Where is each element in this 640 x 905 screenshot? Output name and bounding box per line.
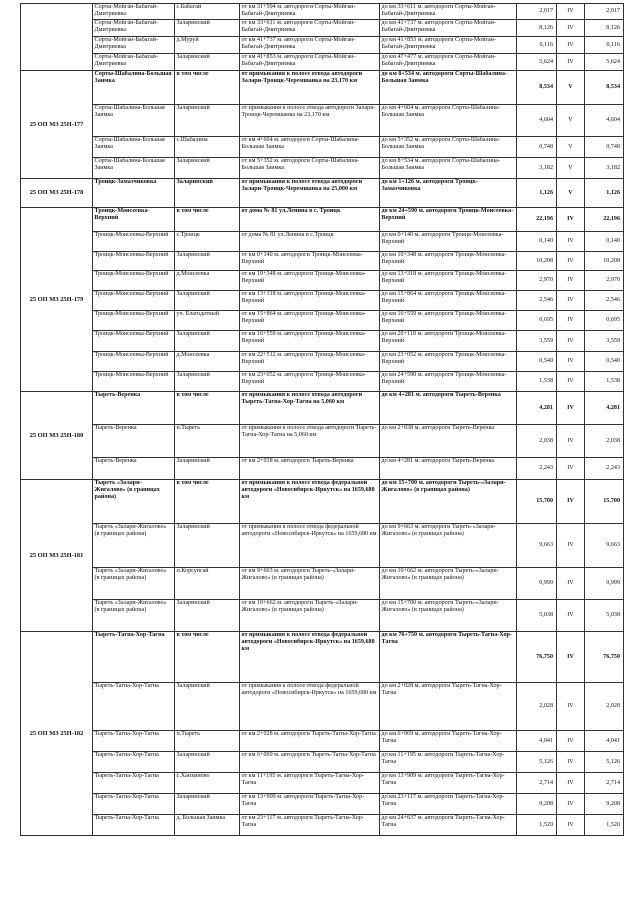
total-length-cell: 2,028 [585,683,624,731]
road-name-cell: Тыреть-Тагна-Хор-Тагна [93,731,175,752]
start-point-cell: от дома № 81 ул.Ленина в с.Троицк [240,232,380,252]
start-point-cell: от км 23+117 м. автодороги Тыреть-Тагна-Хор-Тагна [240,815,380,836]
category-cell: IV [557,458,585,480]
road-code-cell: 25 ОП МЗ 25Н-179 [21,208,93,392]
locality-cell: Заларинский [175,458,240,480]
category-cell: IV [557,425,585,458]
end-point-cell: до км 15+700 м. автодороги Тыреть-«Залари-Жигалово» (в границах района) [380,600,517,632]
table-row [21,568,624,600]
end-point-cell: до км 2+028 м. автодороги Тыреть-Тагна-Хор-Тагна [380,683,517,731]
total-length-cell: 4,281 [585,392,624,425]
length-cell: 2,017 [517,4,557,20]
category-cell: IV [557,20,585,37]
end-point-cell: до км 2+038 м. автодороги Тыреть-Веренка [380,425,517,458]
category-cell: IV [557,291,585,311]
road-name-cell: Сорты-Мойган-Бабагай-Дмитриевка [93,20,175,37]
end-point-cell: до км 4+604 м. автодороги Сорты-Шабалина-Большая Заимка [380,105,517,137]
length-cell: 2,028 [517,683,557,731]
table-row [21,815,624,836]
locality-cell: д.Муруй [175,37,240,54]
table-row [21,4,624,20]
locality-cell: с.Бабагай [175,4,240,20]
locality-cell: Заларинский [175,524,240,568]
start-point-cell: от примыкания к полосе отвода автодороги Залари-Троицк-Черемшанка на 23,170 км [240,105,380,137]
table-row [21,158,624,179]
road-name-cell: Тыреть-Тагна-Хор-Тагна [93,815,175,836]
road-name-cell: Тыреть-Веренка [93,458,175,480]
category-cell: V [557,158,585,179]
road-code-cell: 25 ОП МЗ 25Н-177 [21,71,93,179]
locality-cell: Заларинский [175,179,240,208]
table-row [21,524,624,568]
locality-cell: п.Тыреть [175,425,240,458]
end-point-cell: до км 0+140 м. автодороги Троицк-Моисеевка-Верхний [380,232,517,252]
road-name-cell: Тыреть-Веренка [93,392,175,425]
road-name-cell: Тыреть-Тагна-Хор-Тагна [93,632,175,683]
table-row [21,600,624,632]
length-cell: 15,700 [517,480,557,524]
end-point-cell: до км 10+348 м. автодороги Троицк-Моисеевка-Верхний [380,252,517,271]
end-point-cell: до км 76+750 м. автодороги Тыреть-Тагна-Хор-Тагна [380,632,517,683]
category-cell: IV [557,632,585,683]
length-cell: 4,604 [517,105,557,137]
road-name-cell: Тыреть-Веренка [93,425,175,458]
start-point-cell: от км 6+069 м. автодороги Тыреть-Тагна-Хор-Тагна [240,752,380,773]
total-length-cell: 0,999 [585,568,624,600]
total-length-cell: 2,017 [585,4,624,20]
table-row [21,392,624,425]
locality-cell: д.Моисеевка [175,271,240,291]
length-cell: 2,243 [517,458,557,480]
total-length-cell: 0,140 [585,232,624,252]
category-cell: IV [557,4,585,20]
start-point-cell: от примыкания к полосе отвода автодороги Тыреть-Тагна-Хор-Тагна на 5,060 км [240,392,380,425]
locality-cell: д. Большая Заимка [175,815,240,836]
locality-cell: Заларинский [175,752,240,773]
road-name-cell: Троицк-Моисеевка-Верхний [93,352,175,372]
locality-cell: Заларинский [175,600,240,632]
length-cell: 0,748 [517,137,557,158]
locality-cell: в том числе [175,480,240,524]
total-length-cell: 1,520 [585,815,624,836]
road-name-cell: Тыреть «Залари-Жигалово» (в границах района) [93,524,175,568]
table-row [21,208,624,232]
locality-cell: Заларинский [175,683,240,731]
category-cell: V [557,179,585,208]
category-cell: IV [557,392,585,425]
locality-cell: с.Троицк [175,232,240,252]
total-length-cell: 2,243 [585,458,624,480]
end-point-cell: до км 16+559 м. автодороги Троицк-Моисеевка-Верхний [380,311,517,331]
locality-cell: в том числе [175,71,240,105]
start-point-cell: от км 2+028 м. автодороги Тыреть-Тагна-Хор-Тагна [240,731,380,752]
total-length-cell: 1,538 [585,372,624,392]
start-point-cell: от км 41+737 м. автодороги Сорты-Мойган-Бабагай-Дмитриевка [240,37,380,54]
start-point-cell: от км 13+318 м. автодороги Троицк-Моисеевка-Верхний [240,291,380,311]
end-point-cell: до км 24+637 м. автодороги Тыреть-Тагна-Хор-Тагна [380,815,517,836]
total-length-cell: 0,748 [585,137,624,158]
start-point-cell: от км 10+348 м. автодороги Троицк-Моисеевка-Верхний [240,271,380,291]
length-cell: 2,714 [517,773,557,794]
locality-cell: с.Ханхиново [175,773,240,794]
road-name-cell: Тыреть-Тагна-Хор-Тагна [93,773,175,794]
start-point-cell: от примыкания к полосе отвода федеральной автодороги «Новосибирск-Иркутск» на 1659,680 км [240,524,380,568]
length-cell: 2,546 [517,291,557,311]
end-point-cell: до км 4+281 м. автодороги Тыреть-Веренка [380,392,517,425]
start-point-cell: от км 9+663 м. автодороги Тыреть-«Залари-Жигалово» (в границах района) [240,568,380,600]
table-row [21,105,624,137]
end-point-cell: до км 41+853 м. автодороги Сорты-Мойган-Бабагай-Дмитриевка [380,37,517,54]
total-length-cell: 2,038 [585,425,624,458]
road-name-cell: Тыреть «Залари-Жигалово» (в границах района) [93,568,175,600]
length-cell: 5,126 [517,752,557,773]
road-name-cell: Троицк-Моисеевка-Верхний [93,271,175,291]
road-name-cell: Тыреть-Тагна-Хор-Тагна [93,683,175,731]
road-name-cell: Троицк-Моисеевка-Верхний [93,372,175,392]
total-length-cell: 22,196 [585,208,624,232]
table-row [21,632,624,683]
start-point-cell: от примыкания к полосе отвода федеральной автодороги «Новосибирск-Иркутск» на 1659,680 км [240,683,380,731]
locality-cell: Заларинский [175,105,240,137]
road-name-cell: Тыреть-Тагна-Хор-Тагна [93,794,175,815]
table-row [21,372,624,392]
start-point-cell: от км 41+853 м. автодороги Сорты-Мойган-Бабагай-Дмитриевка [240,54,380,71]
table-row [21,311,624,331]
start-point-cell: от примыкания к полосе отвода автодороги Залари-Троицк-Черемшанка на 25,000 км [240,179,380,208]
road-code-cell: 25 ОП МЗ 25Н-181 [21,480,93,632]
category-cell: IV [557,331,585,352]
end-point-cell: до км 41+737 м. автодороги Сорты-Мойган-Бабагай-Дмитриевка [380,20,517,37]
total-length-cell: 0,116 [585,37,624,54]
start-point-cell: от дома № 81 ул.Ленина в с. Троицк [240,208,380,232]
table-row [21,794,624,815]
locality-cell: п.Корсунгай [175,568,240,600]
length-cell: 2,038 [517,425,557,458]
table-row [21,752,624,773]
category-cell: IV [557,683,585,731]
category-cell: IV [557,794,585,815]
category-cell: IV [557,731,585,752]
end-point-cell: до км 15+700 м. автодороги Тыреть-«Залари-Жигалово» (в границах района) [380,480,517,524]
locality-cell: п.Тыреть [175,731,240,752]
start-point-cell: от примыкания к полосе отвода автодороги Тыреть-Тагна-Хор-Тагна на 5,060 км [240,425,380,458]
category-cell: IV [557,480,585,524]
road-name-cell: Троицк-Замаэчиковка [93,179,175,208]
start-point-cell: от км 2+038 м. автодороги Тыреть-Веренка [240,458,380,480]
start-point-cell: от км 0+140 м. автодороги Троицк-Моисеевка-Верхний [240,252,380,271]
end-point-cell: до км 1+126 м. автодороги Троицк-Замаэчиковка [380,179,517,208]
end-point-cell: до км 11+195 м. автодороги Тыреть-Тагна-Хор-Тагна [380,752,517,773]
total-length-cell: 8,534 [585,71,624,105]
category-cell: IV [557,372,585,392]
road-name-cell: Троицк-Моисеевка-Верхний [93,311,175,331]
end-point-cell: до км 8+534 м. автодороги Сорты-Шабалина-Большая Заимка [380,71,517,105]
total-length-cell: 3,559 [585,331,624,352]
length-cell: 76,750 [517,632,557,683]
table-row [21,137,624,158]
table-row [21,37,624,54]
table-row [21,54,624,71]
road-name-cell: Сорты-Шабалина-Большая Заимка [93,71,175,105]
total-length-cell: 76,750 [585,632,624,683]
end-point-cell: до км 4+281 м. автодороги Тыреть-Веренка [380,458,517,480]
locality-cell: д.Моисеевка [175,352,240,372]
category-cell: IV [557,524,585,568]
start-point-cell: от км 4+604 м. автодороги Сорты-Шабалина-Большая Заимка [240,137,380,158]
total-length-cell: 3,182 [585,158,624,179]
road-name-cell: Троицк-Моисеевка-Верхний [93,291,175,311]
total-length-cell: 4,604 [585,105,624,137]
road-name-cell: Троицк-Моисеевка-Верхний [93,208,175,232]
total-length-cell: 9,663 [585,524,624,568]
total-length-cell: 2,546 [585,291,624,311]
road-name-cell: Сорты-Мойган-Бабагай-Дмитриевка [93,4,175,20]
length-cell: 3,559 [517,331,557,352]
start-point-cell: от км 15+864 м. автодороги Троицк-Моисеевка-Верхний [240,311,380,331]
start-point-cell: от км 13+909 м. автодороги Тыреть-Тагна-Хор-Тагна [240,794,380,815]
total-length-cell: 2,714 [585,773,624,794]
table-row [21,71,624,105]
length-cell: 3,182 [517,158,557,179]
category-cell: IV [557,208,585,232]
end-point-cell: до км 6+069 м. автодороги Тыреть-Тагна-Хор-Тагна [380,731,517,752]
locality-cell: Заларинский [175,372,240,392]
locality-cell: Заларинский [175,291,240,311]
table-row [21,458,624,480]
table-row [21,179,624,208]
start-point-cell: от км 11+195 м. автодороги Тыреть-Тагна-Хор-Тагна [240,773,380,794]
road-name-cell: Тыреть «Залари-Жигалово» (в границах района) [93,480,175,524]
table-row [21,331,624,352]
document-page [20,3,623,836]
start-point-cell: от км 22+512 м. автодороги Троицк-Моисеевка-Верхний [240,352,380,372]
category-cell: V [557,71,585,105]
locality-cell: Заларинский [175,331,240,352]
road-name-cell: Тыреть-Тагна-Хор-Тагна [93,752,175,773]
road-name-cell: Троицк-Моисеевка-Верхний [93,252,175,271]
length-cell: 0,999 [517,568,557,600]
length-cell: 2,970 [517,271,557,291]
start-point-cell: от примыкания к полосе отвода автодороги Залари-Троицк-Черемшанка на 23,170 км [240,71,380,105]
length-cell: 8,126 [517,20,557,37]
road-name-cell: Сорты-Мойган-Бабагай-Дмитриевка [93,37,175,54]
category-cell: IV [557,252,585,271]
length-cell: 0,540 [517,352,557,372]
total-length-cell: 2,970 [585,271,624,291]
total-length-cell: 5,624 [585,54,624,71]
length-cell: 8,534 [517,71,557,105]
end-point-cell: до км 23+117 м. автодороги Тыреть-Тагна-Хор-Тагна [380,794,517,815]
road-name-cell: Сорты-Шабалина-Большая Заимка [93,158,175,179]
road-name-cell: Тыреть «Залари-Жигалово» (в границах района) [93,600,175,632]
category-cell: IV [557,773,585,794]
category-cell: IV [557,815,585,836]
end-point-cell: до км 15+864 м. автодороги Троицк-Моисеевка-Верхний [380,291,517,311]
category-cell: V [557,105,585,137]
length-cell: 5,038 [517,600,557,632]
length-cell: 0,116 [517,37,557,54]
road-name-cell: Сорты-Шабалина-Большая Заимка [93,137,175,158]
start-point-cell: от км 5+352 м. автодороги Сорты-Шабалина-Большая Заимка [240,158,380,179]
table-row [21,480,624,524]
category-cell: IV [557,568,585,600]
road-code-cell: 25 ОП МЗ 25Н-178 [21,179,93,208]
length-cell: 4,281 [517,392,557,425]
table-row [21,20,624,37]
total-length-cell: 5,126 [585,752,624,773]
total-length-cell: 4,041 [585,731,624,752]
locality-cell: Заларинский [175,20,240,37]
road-code-cell [21,4,93,71]
length-cell: 9,663 [517,524,557,568]
locality-cell: Заларинский [175,158,240,179]
table-row [21,731,624,752]
end-point-cell: до км 47+477 м. автодороги Сорты-Мойган-Бабагай-Дмитриевка [380,54,517,71]
category-cell: IV [557,232,585,252]
locality-cell: в том числе [175,632,240,683]
start-point-cell: от км 33+611 м. автодороги Сорты-Мойган-Бабагай-Дмитриевка [240,20,380,37]
start-point-cell: от примыкания к полосе отвода федеральной автодороги «Новосибирск-Иркутск» на 1659,680 км [240,480,380,524]
end-point-cell: до км 10+662 м. автодороги Тыреть-«Залари-Жигалово» (в границах района) [380,568,517,600]
table-row [21,683,624,731]
category-cell: IV [557,752,585,773]
road-code-cell: 25 ОП МЗ 25Н-182 [21,632,93,836]
length-cell: 5,624 [517,54,557,71]
length-cell: 4,041 [517,731,557,752]
end-point-cell: до км 20+118 м. автодороги Троицк-Моисеевка-Верхний [380,331,517,352]
total-length-cell: 15,700 [585,480,624,524]
total-length-cell: 1,126 [585,179,624,208]
length-cell: 1,538 [517,372,557,392]
road-code-cell: 25 ОП МЗ 25Н-180 [21,392,93,480]
road-name-cell: Троицк-Моисеевка-Верхний [93,331,175,352]
total-length-cell: 9,208 [585,794,624,815]
locality-cell: Заларинский [175,54,240,71]
road-name-cell: Сорты-Мойган-Бабагай-Дмитриевка [93,54,175,71]
category-cell: IV [557,600,585,632]
locality-cell: с.Шабалина [175,137,240,158]
end-point-cell: до км 8+534 м. автодороги Сорты-Шабалина-Большая Заимка [380,158,517,179]
category-cell: IV [557,352,585,372]
table-row [21,232,624,252]
table-row [21,291,624,311]
end-point-cell: до км 24+590 м. автодороги Троицк-Моисеевка-Верхний [380,372,517,392]
category-cell: IV [557,271,585,291]
locality-cell: уч. Благодатный [175,311,240,331]
category-cell: V [557,137,585,158]
start-point-cell: от км 31+594 м. автодороги Сорты-Мойган-Бабагай-Дмитриевка [240,4,380,20]
locality-cell: в том числе [175,208,240,232]
length-cell: 22,196 [517,208,557,232]
start-point-cell: от км 16+559 м. автодороги Троицк-Моисеевка-Верхний [240,331,380,352]
category-cell: IV [557,311,585,331]
table-row [21,425,624,458]
end-point-cell: до км 5+352 м. автодороги Сорты-Шабалина-Большая Заимка [380,137,517,158]
locality-cell: Заларинский [175,252,240,271]
length-cell: 10,208 [517,252,557,271]
end-point-cell: до км 33+611 м. автодороги Сорты-Мойган-Бабагай-Дмитриевка [380,4,517,20]
roads-table-body [21,4,624,836]
length-cell: 0,140 [517,232,557,252]
length-cell: 1,520 [517,815,557,836]
table-row [21,252,624,271]
total-length-cell: 8,126 [585,20,624,37]
total-length-cell: 0,695 [585,311,624,331]
table-row [21,773,624,794]
end-point-cell: до км 13+909 м. автодороги Тыреть-Тагна-Хор-Тагна [380,773,517,794]
total-length-cell: 10,208 [585,252,624,271]
table-row [21,352,624,372]
end-point-cell: до км 24+590 м. автодороги Троицк-Моисеевка-Верхний [380,208,517,232]
road-name-cell: Троицк-Моисеевка-Верхний [93,232,175,252]
length-cell: 9,208 [517,794,557,815]
locality-cell: Заларинский [175,794,240,815]
total-length-cell: 5,038 [585,600,624,632]
locality-cell: в том числе [175,392,240,425]
roads-table [20,3,624,836]
length-cell: 0,695 [517,311,557,331]
start-point-cell: от км 10+662 м. автодороги Тыреть-«Залари-Жигалово» (в границах района) [240,600,380,632]
road-name-cell: Сорты-Шабалина-Большая Заимка [93,105,175,137]
category-cell: IV [557,37,585,54]
length-cell: 1,126 [517,179,557,208]
end-point-cell: до км 13+318 м. автодороги Троицк-Моисеевка-Верхний [380,271,517,291]
end-point-cell: до км 23+052 м. автодороги Троицк-Моисеевка-Верхний [380,352,517,372]
total-length-cell: 0,540 [585,352,624,372]
start-point-cell: от км 23+052 м. автодороги Троицк-Моисеевка-Верхний [240,372,380,392]
category-cell: IV [557,54,585,71]
end-point-cell: до км 9+663 м. автодороги Тыреть-«Залари-Жигалово» (в границах района) [380,524,517,568]
start-point-cell: от примыкания к полосе отвода федеральной автодороги «Новосибирск-Иркутск» на 1659,680 км [240,632,380,683]
table-row [21,271,624,291]
